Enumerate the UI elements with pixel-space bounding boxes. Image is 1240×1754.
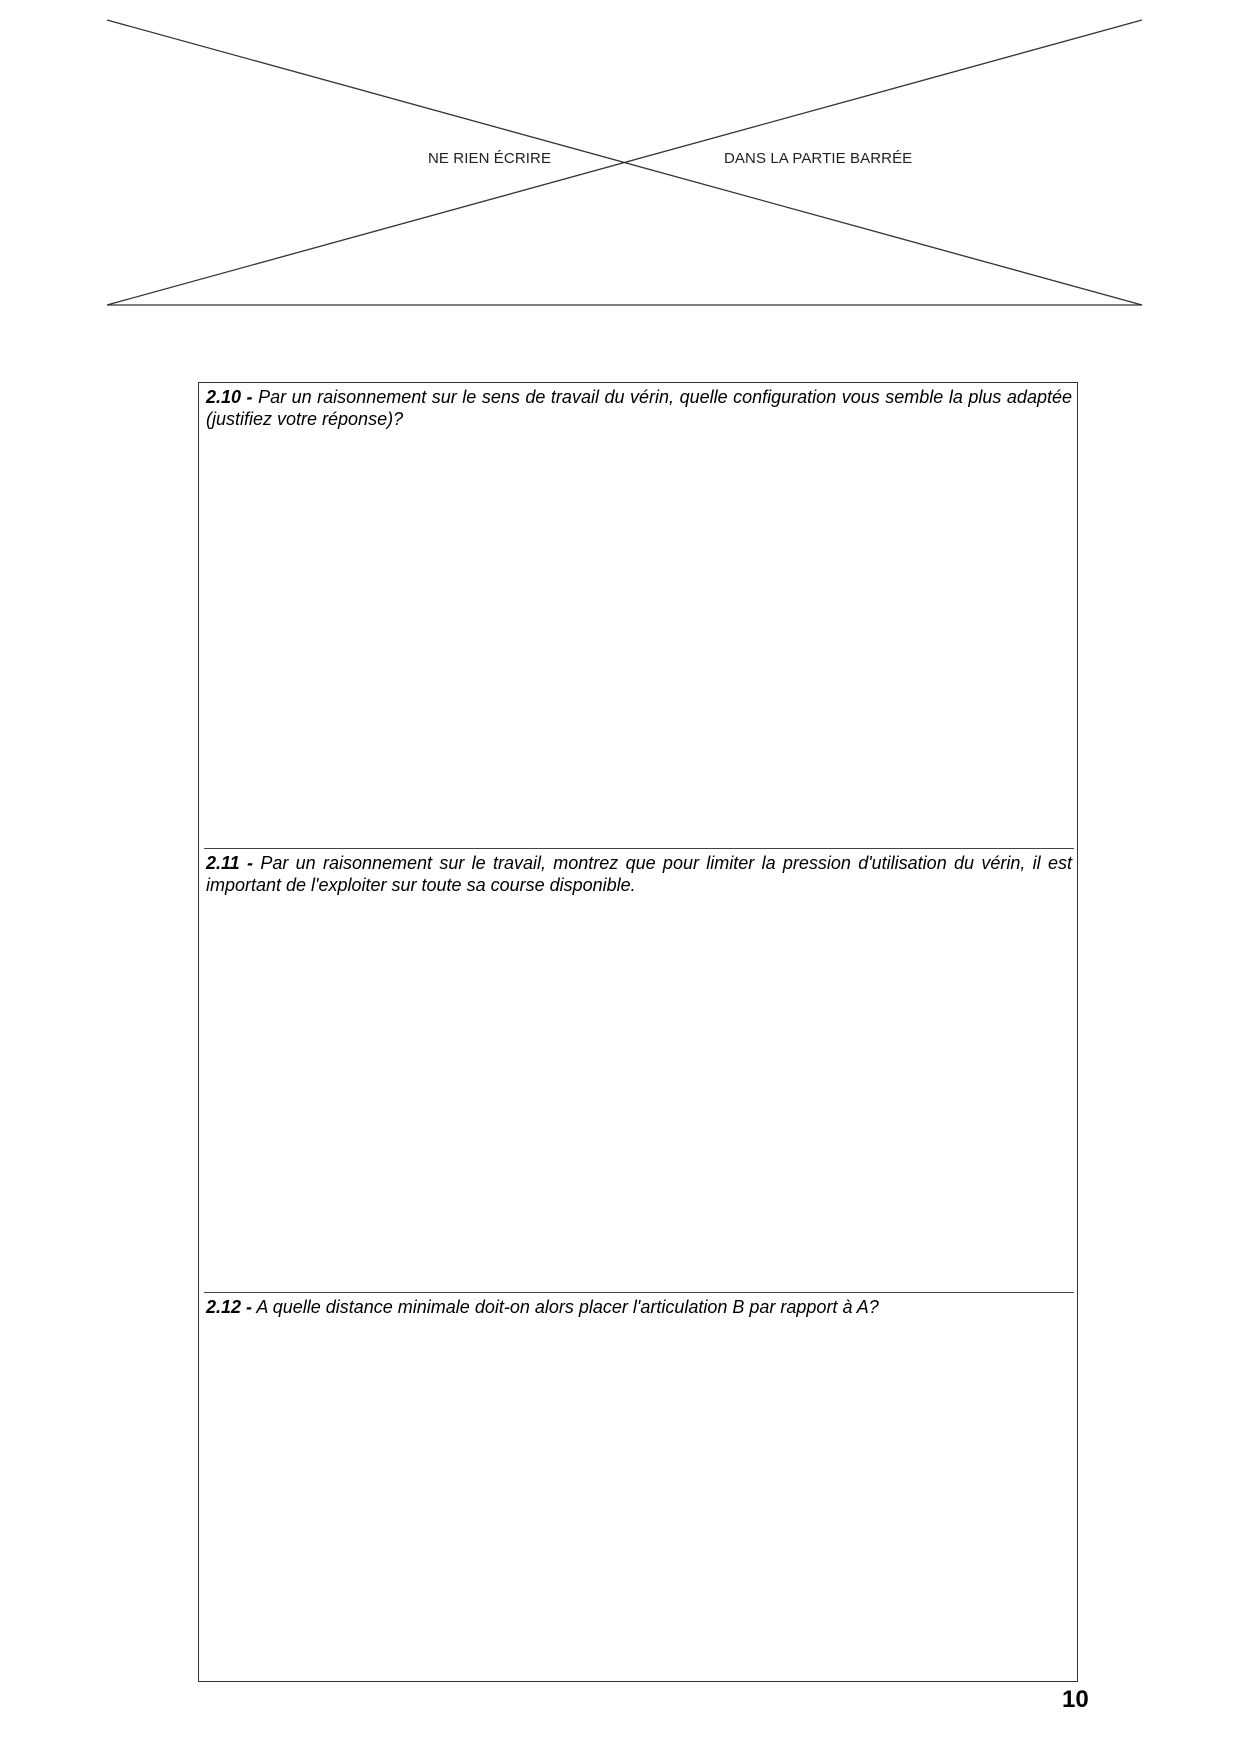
section-divider [204, 1292, 1074, 1293]
question-number: 2.10 - [206, 387, 253, 407]
answer-area-2-11[interactable] [204, 901, 1074, 1289]
question-section-2-12 [204, 1296, 1074, 1318]
question-text [204, 1296, 1074, 1318]
crossed-out-zone [0, 0, 1240, 320]
question-body: Par un raisonnement sur le travail, montrez que pour limiter la pression d'utilisation du vérin, il est important de l'exploiter sur toute sa course disponible. [206, 853, 1072, 895]
section-divider [204, 848, 1074, 849]
question-section-2-10 [204, 386, 1074, 430]
question-text [204, 386, 1074, 430]
answer-frame [198, 382, 1078, 1682]
question-text [204, 852, 1074, 896]
answer-area-2-12[interactable] [204, 1323, 1074, 1673]
question-number: 2.12 - [206, 1297, 253, 1317]
page-number: 10 [1062, 1686, 1089, 1713]
no-writing-label-left: NE RIEN ÉCRIRE [428, 150, 552, 167]
question-number: 2.11 - [206, 853, 253, 873]
question-section-2-11 [204, 852, 1074, 896]
question-body: Par un raisonnement sur le sens de travail du vérin, quelle configuration vous semble la plus adaptée (justifiez votre réponse)? [206, 387, 1072, 429]
answer-area-2-10[interactable] [204, 435, 1074, 845]
question-body: A quelle distance minimale doit-on alors placer l'articulation B par rapport à A? [256, 1297, 879, 1317]
no-writing-label-right: DANS LA PARTIE BARRÉE [724, 150, 913, 167]
